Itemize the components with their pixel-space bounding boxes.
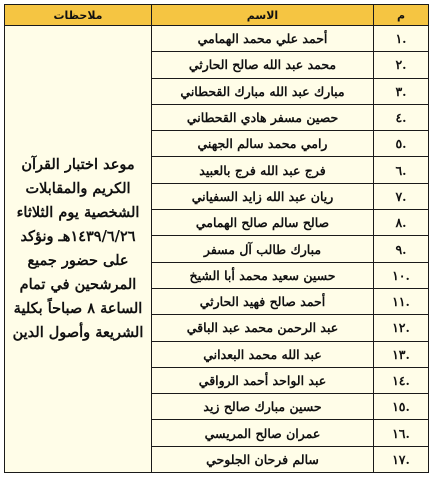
candidates-table — [4, 4, 429, 473]
table-body — [5, 26, 429, 473]
row-name: صالح سالم صالح الهمامي — [152, 210, 374, 236]
row-number: .١٢ — [374, 315, 429, 341]
row-name: مبارك طالب آل مسفر — [152, 236, 374, 262]
header-name: الاسم — [152, 5, 374, 26]
row-number: .١٦ — [374, 420, 429, 446]
row-number: .١٣ — [374, 341, 429, 367]
row-name: عبد الرحمن محمد عبد الباقي — [152, 315, 374, 341]
row-name: مبارك عبد الله مبارك القحطاني — [152, 78, 374, 104]
notes-cell: موعد اختبار القرآن الكريم والمقابلات الشخصية يوم الثلاثاء ١٤٣٩/٦/٢٦هـ ونؤكد على حضور جميع المرشحين في تمام الساعة ٨ صباحاً بكلية الشريعة وأصول الدين — [5, 26, 152, 473]
row-name: أحمد صالح فهيد الحارثي — [152, 288, 374, 314]
row-name: محمد عبد الله صالح الحارثي — [152, 52, 374, 78]
header-row — [5, 5, 429, 26]
row-number: .٧ — [374, 183, 429, 209]
row-number: .١١ — [374, 288, 429, 314]
row-name: عبد الواحد أحمد الرواقي — [152, 367, 374, 393]
row-name: رامي محمد سالم الجهني — [152, 131, 374, 157]
row-number: .١٧ — [374, 446, 429, 472]
row-number: .١٥ — [374, 394, 429, 420]
row-name: ريان عبد الله زايد السفياني — [152, 183, 374, 209]
table-header — [5, 5, 429, 26]
row-name: حصين مسفر هادي القحطاني — [152, 104, 374, 130]
row-name: فرج عبد الله فرج بالعبيد — [152, 157, 374, 183]
row-name: سالم فرحان الجلوحي — [152, 446, 374, 472]
row-name: عمران صالح المريسي — [152, 420, 374, 446]
table-row — [5, 26, 429, 52]
row-number: .٦ — [374, 157, 429, 183]
row-number: .٥ — [374, 131, 429, 157]
row-number: .٨ — [374, 210, 429, 236]
row-number: .١ — [374, 26, 429, 52]
row-number: .١٤ — [374, 367, 429, 393]
row-number: .١٠ — [374, 262, 429, 288]
header-notes: ملاحظات — [5, 5, 152, 26]
row-name: عبد الله محمد البعداني — [152, 341, 374, 367]
row-number: .٤ — [374, 104, 429, 130]
row-name: حسين مبارك صالح زيد — [152, 394, 374, 420]
row-name: أحمد علي محمد الهمامي — [152, 26, 374, 52]
row-number: .٢ — [374, 52, 429, 78]
row-number: .٣ — [374, 78, 429, 104]
row-number: .٩ — [374, 236, 429, 262]
header-number: م — [374, 5, 429, 26]
row-name: حسين سعيد محمد أبا الشيخ — [152, 262, 374, 288]
